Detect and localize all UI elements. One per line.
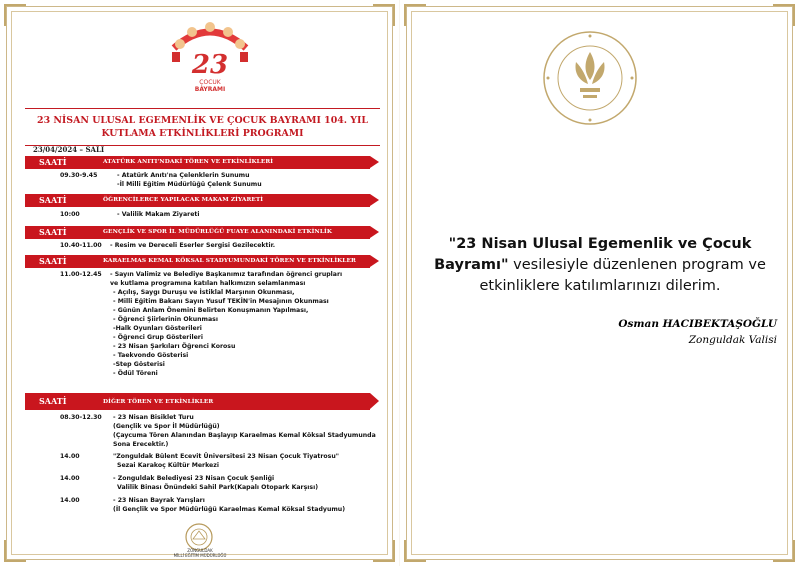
governorship-seal-icon — [540, 28, 640, 128]
schedule-item: Sona Erecektir.) — [113, 441, 169, 448]
schedule-item: Sezai Karakoç Kültür Merkezi — [117, 462, 219, 469]
schedule-item: - Günün Anlam Önemini Belirten Konuşmanın Yapılması, — [113, 307, 309, 314]
program-title-line1: 23 NİSAN ULUSAL EGEMENLİK VE ÇOCUK BAYRAMI 104. YIL — [37, 115, 368, 126]
signatory-title: Zonguldak Valisi — [688, 334, 777, 346]
cocuk-bayrami-logo — [168, 18, 252, 98]
schedule-item: - Öğrenci Grup Gösterileri — [113, 334, 203, 341]
corner-ornament — [404, 540, 426, 562]
meb-footer — [150, 548, 250, 558]
schedule-item: - Sayın Valimiz ve Belediye Başkanımız tarafından öğrenci grupları — [110, 271, 343, 278]
schedule-item: (Gençlik ve Spor İl Müdürlüğü) — [113, 423, 220, 430]
logo-line2: BAYRAMI — [194, 86, 226, 93]
section-header — [25, 255, 370, 268]
section-saat: SAATİ — [39, 227, 67, 237]
schedule-item: - Resim ve Dereceli Eserler Sergisi Gezilecektir. — [110, 242, 276, 249]
schedule-item: -Step Gösterisi — [113, 361, 165, 368]
schedule-item: "Zonguldak Bülent Ecevit Üniversitesi 23 Nisan Çocuk Tiyatrosu" — [113, 453, 339, 460]
program-title-line2: KUTLAMA ETKİNLİKLERİ PROGRAMI — [101, 128, 304, 139]
section-heading: KARAELMAS KEMAL KÖKSAL STADYUMUNDAKİ TÖREN VE ETKİNLİKLER — [103, 258, 356, 264]
schedule-item: (İl Gençlik ve Spor Müdürlüğü Karaelmas Kemal Köksal Stadyumu) — [113, 506, 346, 513]
schedule-item: (Çaycuma Tören Alanından Başlayıp Karaelmas Kemal Köksal Stadyumunda — [113, 432, 376, 439]
section-heading: GENÇLİK VE SPOR İL MÜDÜRLÜĞÜ FUAYE ALANINDAKİ ETKİNLİK — [103, 229, 332, 235]
schedule-item: - Öğrenci Şiirlerinin Okunması — [113, 316, 218, 323]
schedule-time: 09.30-9.45 — [60, 172, 98, 179]
schedule-item: - Taekvondo Gösterisi — [113, 352, 189, 359]
schedule-time: 11.00-12.45 — [60, 271, 102, 278]
schedule-item: - 23 Nisan Şarkıları Öğrenci Korosu — [113, 343, 236, 350]
schedule-item: -İl Milli Eğitim Müdürlüğü Çelenk Sunumu — [117, 181, 262, 188]
schedule-time: 14.00 — [60, 475, 80, 482]
arrow-icon — [370, 156, 379, 168]
program-title — [25, 108, 380, 146]
corner-ornament — [773, 540, 795, 562]
schedule-item: - Atatürk Anıtı'na Çelenklerin Sunumu — [117, 172, 250, 179]
section-saat: SAATİ — [39, 157, 67, 167]
corner-ornament — [4, 540, 26, 562]
schedule-time: 14.00 — [60, 497, 80, 504]
schedule-item: -Halk Oyunları Gösterileri — [113, 325, 202, 332]
section-saat: SAATİ — [39, 396, 67, 406]
corner-ornament — [404, 4, 426, 26]
schedule-item: Valilik Binası Önündeki Sahil Park(Kapalı Otopark Karşısı) — [117, 484, 319, 491]
schedule-item: - Ödül Töreni — [113, 370, 158, 377]
logo-line1: ÇOCUK — [199, 79, 221, 86]
section-saat: SAATİ — [39, 256, 67, 266]
section-saat: SAATİ — [39, 195, 67, 205]
schedule-time: 10.40-11.00 — [60, 242, 102, 249]
section-header — [25, 393, 370, 410]
arrow-icon — [370, 226, 379, 238]
arrow-icon — [370, 393, 379, 409]
section-heading: ATATÜRK ANITI'NDAKİ TÖREN VE ETKİNLİKLERİ — [103, 159, 274, 165]
corner-ornament — [4, 4, 26, 26]
schedule-item: ve kutlama programına katılan halkımızın selamlanması — [110, 280, 306, 287]
arrow-icon — [370, 255, 379, 267]
section-heading: DİĞER TÖREN VE ETKİNLİKLER — [103, 399, 214, 405]
program-page — [0, 0, 399, 566]
schedule-item: - Zonguldak Belediyesi 23 Nisan Çocuk Şenliği — [113, 475, 275, 482]
corner-ornament — [773, 4, 795, 26]
schedule-item: - Milli Eğitim Bakanı Sayın Yusuf TEKİN'in Mesajının Okunması — [113, 298, 329, 305]
corner-ornament — [373, 540, 395, 562]
arrow-icon — [370, 194, 379, 206]
section-heading: ÖĞRENCİLERCE YAPILACAK MAKAM ZİYARETİ — [103, 197, 264, 203]
schedule-item: - Açılış, Saygı Duruşu ve İstiklal Marşının Okunması, — [113, 289, 295, 296]
schedule-time: 10:00 — [60, 211, 80, 218]
schedule-time: 14.00 — [60, 453, 80, 460]
schedule-item: - Valilik Makam Ziyareti — [117, 211, 200, 218]
schedule-time: 08.30-12.30 — [60, 414, 102, 421]
logo-number: 23 — [191, 50, 229, 80]
schedule-item: - 23 Nisan Bisiklet Turu — [113, 414, 194, 421]
section-header — [25, 226, 370, 239]
schedule-item: - 23 Nisan Bayrak Yarışları — [113, 497, 205, 504]
signatory-name: Osman HACIBEKTAŞOĞLU — [618, 318, 777, 330]
footer-institution: MİLLİ EĞİTİM MÜDÜRLÜĞÜ — [173, 553, 227, 558]
footer-city: ZONGULDAK — [187, 548, 213, 553]
section-header — [25, 194, 370, 207]
program-date: 23/04/2024 – SALI — [33, 145, 105, 154]
section-header — [25, 156, 370, 169]
message-body: vesilesiyle düzenlenen program ve etkinliklere katılımlarınızı dilerim. — [479, 257, 766, 294]
greeting-message — [420, 234, 780, 297]
corner-ornament — [373, 4, 395, 26]
message-highlight: "23 Nisan Ulusal Egemenlik ve Çocuk Bayramı" — [434, 236, 752, 273]
